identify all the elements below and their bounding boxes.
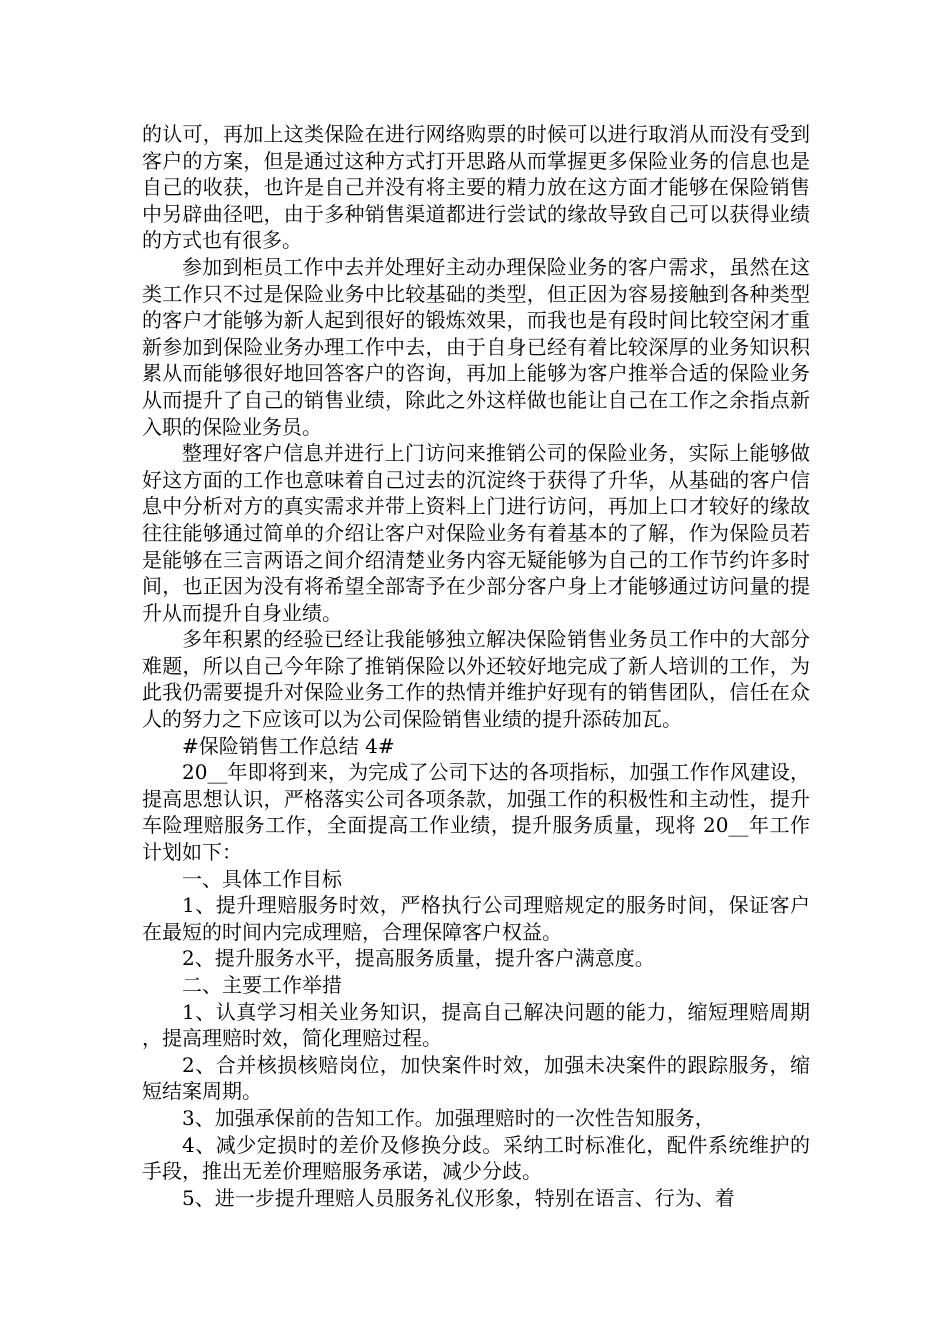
heading-work-measures: 二、主要工作举措 — [182, 973, 342, 997]
paragraph-counter-work: 参加到柜员工作中去并处理好主动办理保险业务的客户需求，虽然在这类工作只不过是保险业务中比较基础的类型，但正因为容易接触到各种类型的客户才能够为新人起到很好的锻炼效果，而我也是有段时间比较空闲才重新参加到保险业务办理工作中去，由于自身已经有着比较深厚的业务知识积累从而能够很好地回答客户的咨询，再加上能够为客户推举合适的保险业务从而提升了自己的销售业绩，除此之外这样做也能让自己在工作之余指点新入职的保险业务员。 — [142, 254, 810, 439]
section-heading-summary-4: #保险销售工作总结 4# — [182, 733, 395, 758]
list-item-measure-1: 1、认真学习相关业务知识，提高自己解决问题的能力，缩短理赔周期，提高理赔时效，简化理赔过程。 — [142, 999, 810, 1051]
list-item-goal-1: 1、提升理赔服务时效，严格执行公司理赔规定的服务时间，保证客户在最短的时间内完成理赔，合理保障客户权益。 — [142, 893, 810, 944]
list-item-measure-5: 5、进一步提升理赔人员服务礼仪形象，特别在语言、行为、着 — [182, 1185, 735, 1210]
paragraph-plan-intro: 20__年即将到来，为完成了公司下达的各项指标，加强工作作风建设，提高思想认识，严格落实公司各项条款，加强工作的积极性和主动性，提升车险理赔服务工作，全面提高工作业绩，提升服务质量，现将 20__年工作计划如下： — [142, 760, 810, 865]
paragraph-home-visits: 整理好客户信息并进行上门访问来推销公司的保险业务，实际上能够做好这方面的工作也意味着自己过去的沉淀终于获得了升华，从基础的客户信息中分析对方的真实需求并带上资料上门进行访问，再加上口才较好的缘故往往能够通过简单的介绍让客户对保险业务有着基本的了解，作为保险员若是能够在三言两语之间介绍清楚业务内容无疑能够为自己的工作节约许多时间，也正因为没有将希望全部寄予在少部分客户身上才能够通过访问量的提升从而提升自身业绩。 — [142, 441, 810, 625]
paragraph-continuation: 的认可，再加上这类保险在进行网络购票的时候可以进行取消从而没有受到客户的方案，但是通过这种方式打开思路从而掌握更多保险业务的信息也是自己的收获，也许是自己并没有将主要的精力放在这方面才能够在保险销售中另辟曲径吧，由于多种销售渠道都进行尝试的缘故导致自己可以获得业绩的方式也有很多。 — [142, 122, 810, 253]
list-item-measure-4: 4、减少定损时的差价及修换分歧。采纳工时标准化，配件系统维护的手段，推出无差价理赔服务承诺，减少分歧。 — [142, 1132, 810, 1184]
document-body — [142, 121, 810, 1211]
list-item-measure-2: 2、合并核损核赔岗位，加快案件时效，加强未决案件的跟踪服务，缩短结案周期。 — [142, 1052, 810, 1104]
list-item-measure-3: 3、加强承保前的告知工作。加强理赔时的一次性告知服务， — [182, 1105, 715, 1130]
list-item-goal-2: 2、提升服务水平，提高服务质量，提升客户满意度。 — [182, 946, 655, 971]
heading-work-goals: 一、具体工作目标 — [182, 866, 342, 891]
paragraph-experience: 多年积累的经验已经让我能够独立解决保险销售业务员工作中的大部分难题，所以自己今年除了推销保险以外还较好地完成了新人培训的工作，为此我仍需要提升对保险业务工作的热情并维护好现有的销售团队，信任在众人的努力之下应该可以为公司保险销售业绩的提升添砖加瓦。 — [142, 627, 810, 732]
